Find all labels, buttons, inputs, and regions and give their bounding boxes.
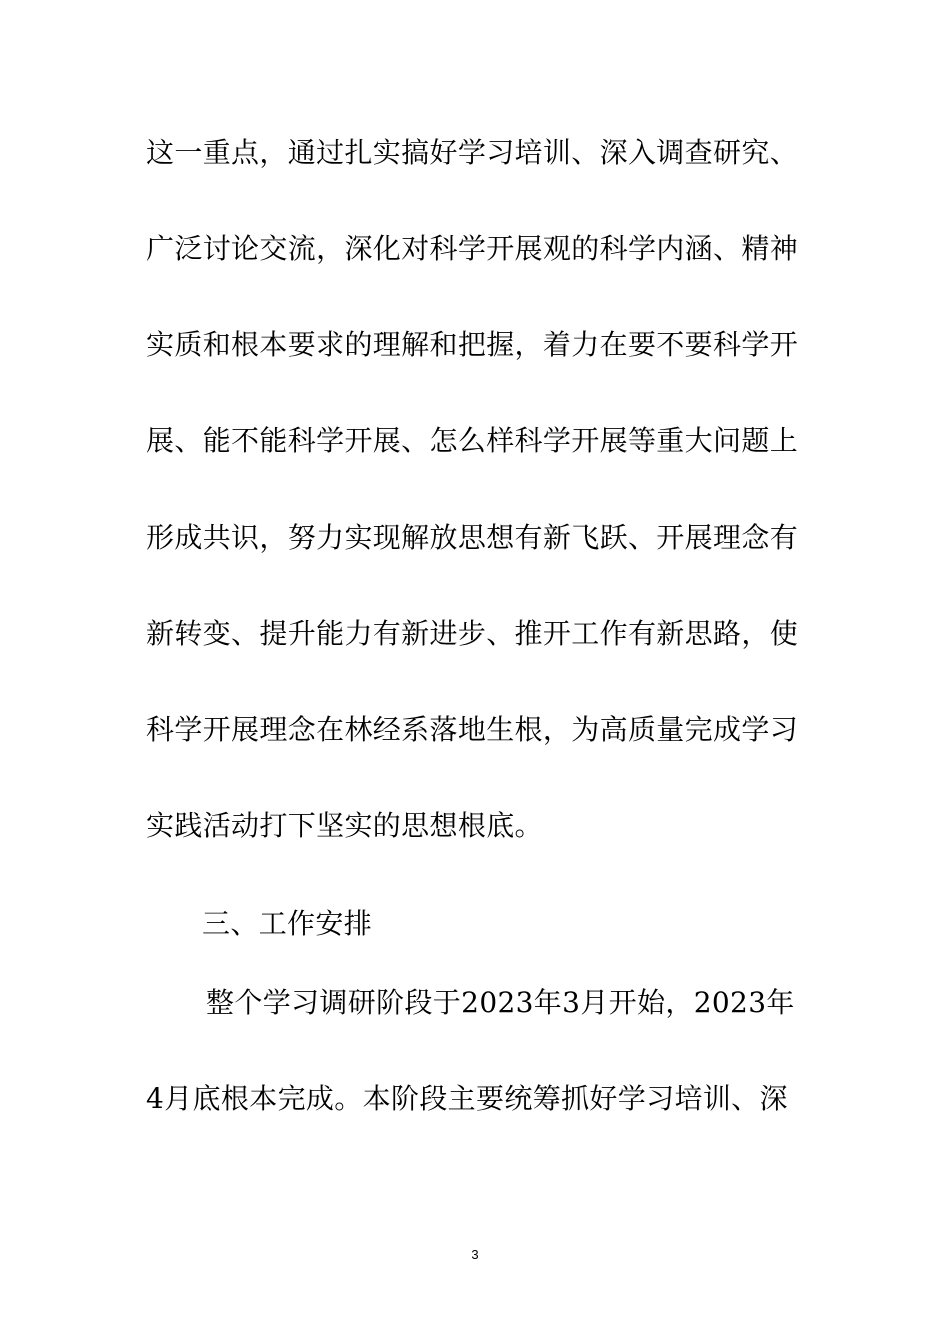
paragraph-line: 整个学习调研阶段于2023年3月开始，2023年: [206, 986, 795, 1019]
paragraph-line: 形成共识，努力实现解放思想有新飞跃、开展理念有: [146, 521, 799, 554]
paragraph-line: 实质和根本要求的理解和把握，着力在要不要科学开: [146, 328, 799, 361]
paragraph-line: 广泛讨论交流，深化对科学开展观的科学内涵、精神: [146, 232, 799, 265]
paragraph-line: 科学开展理念在林经系落地生根，为高质量完成学习: [146, 713, 799, 746]
page-number: 3: [471, 1247, 479, 1262]
section-heading: 三、工作安排: [202, 907, 373, 940]
paragraph-line: 这一重点，通过扎实搞好学习培训、深入调查研究、: [146, 136, 799, 169]
paragraph-line: 实践活动打下坚实的思想根底。: [146, 809, 543, 842]
paragraph-line: 4月底根本完成。本阶段主要统筹抓好学习培训、深: [146, 1082, 788, 1115]
paragraph-line: 展、能不能科学开展、怎么样科学开展等重大问题上: [146, 424, 799, 457]
paragraph-line: 新转变、提升能力有新进步、推开工作有新思路，使: [146, 617, 799, 650]
